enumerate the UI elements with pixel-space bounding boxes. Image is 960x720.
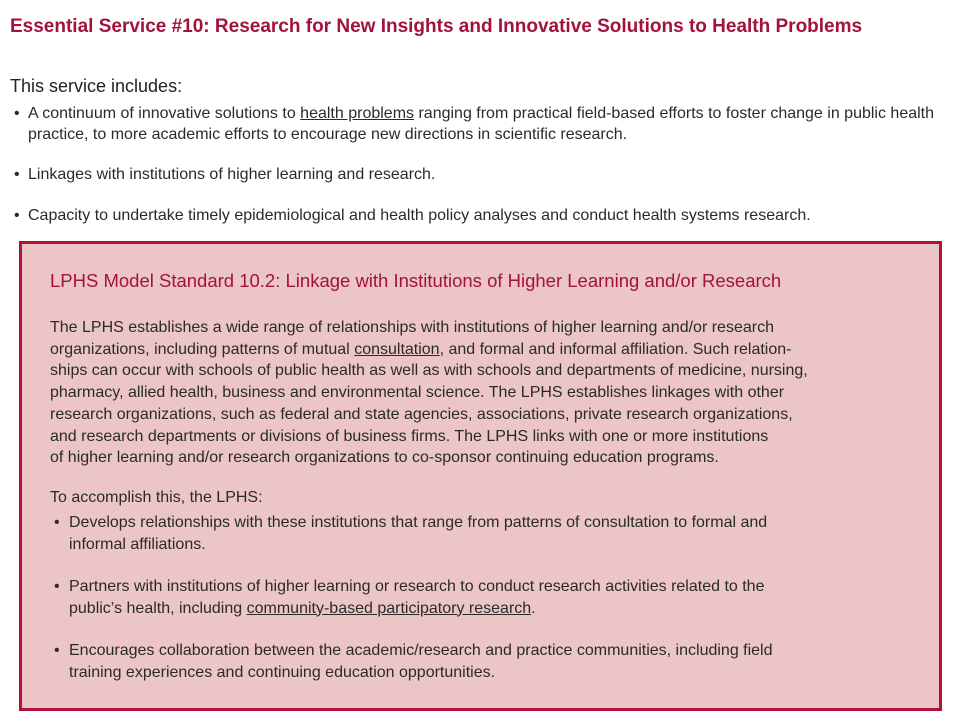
standard-title: LPHS Model Standard 10.2: Linkage with Institutions of Higher Learning and/or Research xyxy=(50,270,782,291)
item-line xyxy=(69,598,914,620)
bullet: • xyxy=(14,105,20,122)
model-standard-box xyxy=(19,241,942,711)
item-text: Capacity to undertake timely epidemiological and health policy analyses and conduct health systems research. xyxy=(28,206,811,224)
item-text: Linkages with institutions of higher learning and research. xyxy=(28,166,436,183)
paragraph-line: pharmacy, allied health, business and environmental science. The LPHS establishes linkages with other xyxy=(50,384,785,402)
item-line: Partners with institutions of higher learning or research to conduct research activities related to the xyxy=(69,578,765,595)
health-problems-link[interactable]: health problems xyxy=(300,105,415,122)
list-item xyxy=(54,640,914,683)
page-title: Essential Service #10: Research for New Insights and Innovative Solutions to Health Problems xyxy=(10,16,863,37)
bullet: • xyxy=(54,578,60,595)
item-line: Encourages collaboration between the academic/research and practice communities, including field xyxy=(69,642,773,659)
list-item xyxy=(14,206,954,227)
item-line: informal affiliations. xyxy=(69,535,206,553)
paragraph-line: and research departments or divisions of business firms. The LPHS links with one or more institutions xyxy=(50,427,769,445)
list-item xyxy=(14,165,954,186)
list-item xyxy=(54,576,914,619)
bullet: • xyxy=(54,642,60,659)
line-text: , and formal and informal affiliation. Such relation- xyxy=(439,340,792,358)
bullet: • xyxy=(14,206,20,224)
item-text: A continuum of innovative solutions to xyxy=(28,105,301,122)
cbpr-link[interactable]: community-based participatory research xyxy=(246,599,532,617)
list-item xyxy=(54,512,914,555)
bullet: • xyxy=(54,514,60,531)
line-text: organizations, including patterns of mutual xyxy=(50,340,355,358)
service-list xyxy=(14,104,954,246)
list-item xyxy=(14,104,954,145)
item-line: training experiences and continuing education opportunities. xyxy=(69,663,496,681)
line-text: . xyxy=(531,599,536,617)
standard-list xyxy=(54,512,914,704)
accomplish-heading: To accomplish this, the LPHS: xyxy=(50,489,263,506)
line-text: public’s health, including xyxy=(69,599,247,617)
item-text: ranging from practical field-based efforts to foster change in public health practice, to more academic efforts to encourage new directions in scientific research. xyxy=(28,105,935,143)
standard-paragraph xyxy=(50,317,920,469)
consultation-link[interactable]: consultation xyxy=(354,340,440,358)
paragraph-line xyxy=(50,339,920,361)
paragraph-line: research organizations, such as federal and state agencies, associations, private research organizations, xyxy=(50,405,793,423)
bullet: • xyxy=(14,166,20,183)
item-line: Develops relationships with these institutions that range from patterns of consultation to formal and xyxy=(69,514,768,531)
paragraph-line: ships can occur with schools of public health as well as with schools and departments of medicine, nursing, xyxy=(50,362,808,380)
intro-heading: This service includes: xyxy=(10,76,183,96)
paragraph-line: of higher learning and/or research organizations to co-sponsor continuing education programs. xyxy=(50,449,719,467)
paragraph-line: The LPHS establishes a wide range of relationships with institutions of higher learning and/or research xyxy=(50,319,774,336)
